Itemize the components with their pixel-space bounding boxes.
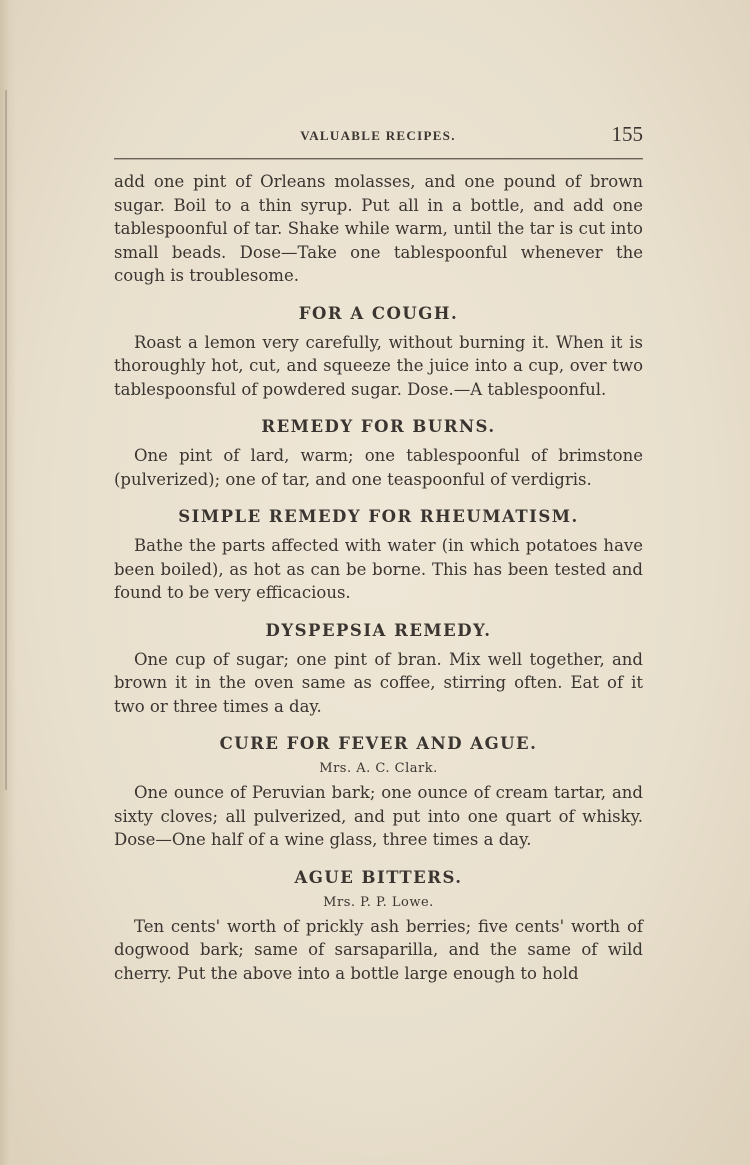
recipe-text: One ounce of Peruvian bark; one ounce of cream tartar, and sixty cloves; all pulverized, and put into one quart of whisky. Dose—One half of a wine glass, three times a day. [114,783,643,849]
recipe-title: AGUE BITTERS. [294,867,463,887]
recipe-title: FOR A COUGH. [298,303,459,323]
continuation-paragraph: add one pint of Orleans molasses, and one pound of brown sugar. Boil to a thin syrup. Put all in a bottle, and add one tablespoonful of tar. Shake while warm, until the tar is cut into small beads. Dose—Take one tablespoonful whenever the cough is troublesome. [114,172,643,285]
page-header [113,122,643,150]
recipe-title: REMEDY FOR BURNS. [261,417,496,436]
recipe-author: Mrs. P. P. Lowe. [323,894,434,910]
book-spine-shadow [0,0,16,1165]
recipe-title: CURE FOR FEVER AND AGUE. [219,734,538,753]
recipe-text: One cup of sugar; one pint of bran. Mix well together, and brown it in the oven same as coffee, stirring often. Eat of it two or three times a day. [114,649,643,716]
recipe-text: Ten cents' worth of prickly ash berries; five cents' worth of dogwood bark; same of sarsaparilla, and the same of wild cherry. Put the above into a bottle large enough to hold [114,916,643,983]
recipe-text: One pint of lard, warm; one tablespoonful of brimstone (pulverized); one of tar, and one teaspoonful of verdigris. [114,446,643,489]
recipe-title: SIMPLE REMEDY FOR RHEUMATISM. [178,507,579,526]
page-body [114,170,643,985]
recipe-title: DYSPEPSIA REMEDY. [265,620,492,640]
recipe-author: Mrs. A. C. Clark. [319,761,438,776]
header-rule [114,158,643,160]
page-number: 155 [611,122,643,146]
recipe-text: Roast a lemon very carefully, without burning it. When it is thoroughly hot, cut, and squeeze the juice into a cup, over two tablespoonsful of powdered sugar. Dose.—A tablespoonful. [114,332,643,399]
binding-edge [5,90,7,790]
recipe-text: Bathe the parts affected with water (in which potatoes have been boiled), as hot as can be borne. This has been tested and found to be very efficacious. [114,536,643,602]
running-title: VALUABLE RECIPES. [300,128,456,143]
